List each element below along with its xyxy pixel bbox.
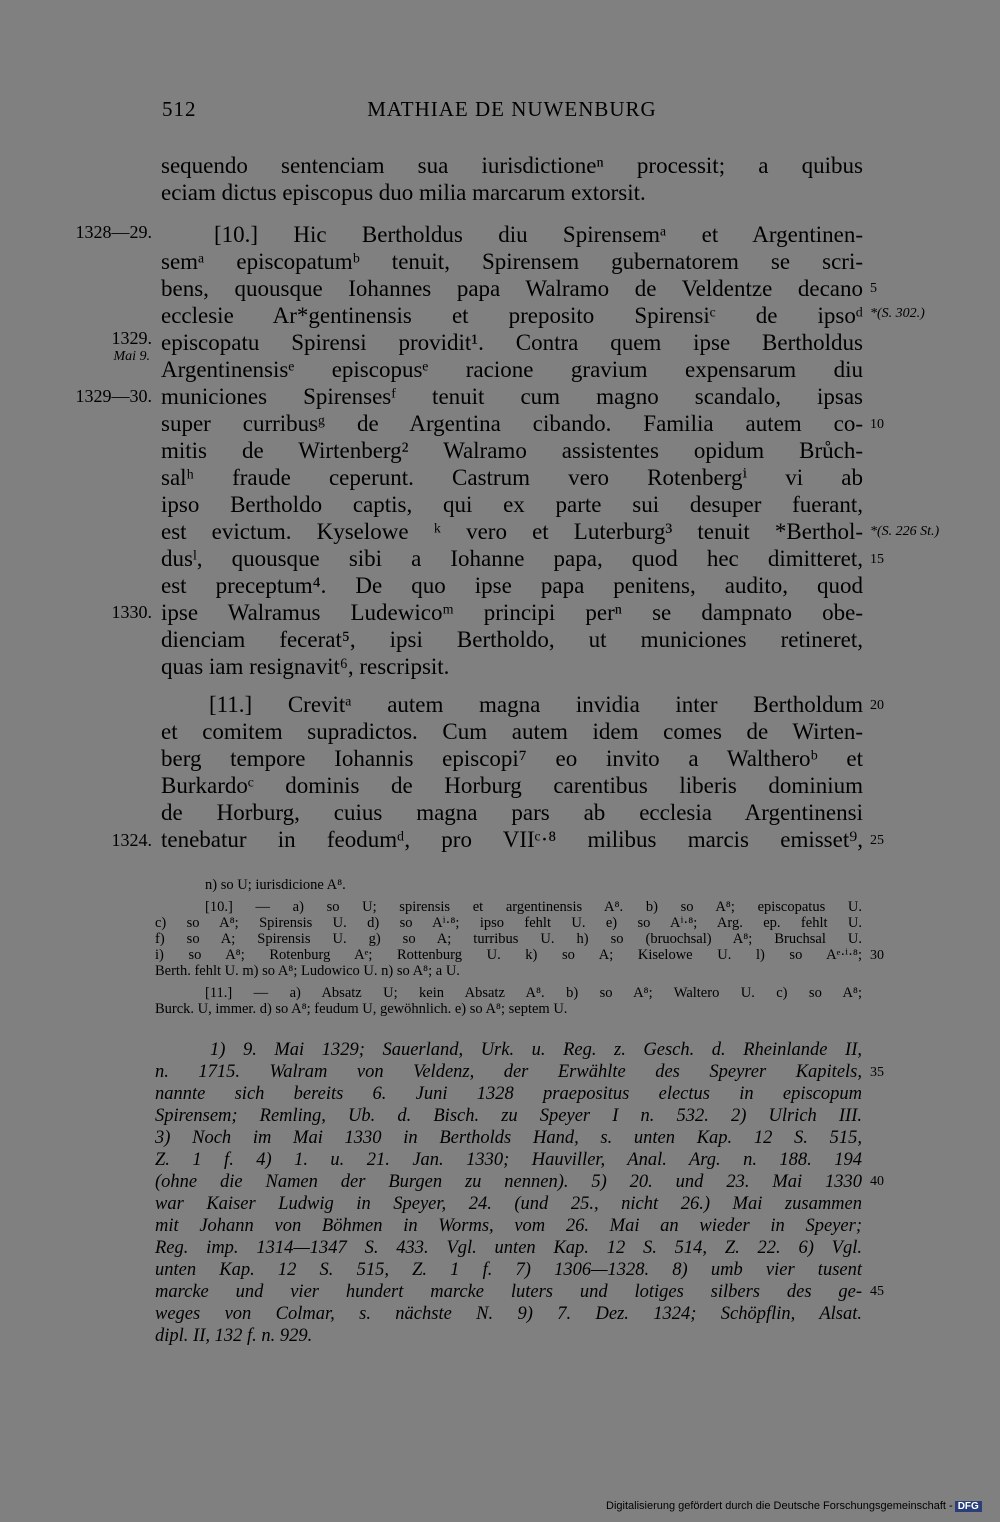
footnote-line: nannte sich bereits 6. Juni 1328 praepositus electus in episcopum — [155, 1084, 862, 1104]
margin-year: 1330. — [111, 602, 152, 622]
text-line: dienciam fecerat⁵, ipsi Bertholdo, ut municiones retineret, — [161, 627, 863, 652]
footnote-line: marcke und vier hundert marcke luters und lotiges silbers des ge- — [155, 1282, 862, 1302]
apparatus-line: [10.] — a) so U; spirensis et argentinensis A⁸. b) so A⁸; episcopatus U. — [205, 899, 862, 915]
text-line: Burkardoᶜ dominis de Horburg carentibus liberis dominium — [161, 773, 863, 798]
apparatus-line: i) so A⁸; Rotenburg Aᵉ; Rottenburg U. k) so A; Kiselowe U. l) so Aᵉ·ⁱ·⁸; — [155, 947, 862, 963]
text-line: berg tempore Iohannis episcopi⁷ eo invito a Waltheroᵇ et — [161, 746, 863, 771]
footnote-line: mit Johann von Böhmen in Worms, vom 26. Mai an wieder in Speyer; — [155, 1216, 862, 1236]
footnote-line: dipl. II, 132 f. n. 929. — [155, 1326, 313, 1346]
line-number: 35 — [870, 1065, 884, 1080]
line-number: 15 — [870, 552, 884, 567]
footnote-line: (ohne die Namen der Burgen zu nennen). 5) 20. und 23. Mai 1330 — [155, 1172, 862, 1192]
footnote-line: unten Kap. 12 S. 515, Z. 1 f. 7) 1306—1328. 8) umb vier tusent — [155, 1260, 862, 1280]
text-line: ipso Bertholdo captis, qui ex parte sui desuper fuerant, — [161, 492, 863, 517]
text-line: super curribusᵍ de Argentina cibando. Familia autem co- — [161, 411, 863, 436]
text-line: eciam dictus episcopus duo milia marcarum extorsit. — [161, 180, 646, 205]
text-line: [11.] Crevitᵃ autem magna invidia inter Bertholdum — [209, 692, 863, 717]
line-number: 10 — [870, 417, 884, 432]
text-line: tenebatur in feodumᵈ, pro VIIᶜ·⁸ milibus marcis emisset⁹, — [161, 827, 863, 852]
text-line: municiones Spirensesᶠ tenuit cum magno scandalo, ipsas — [161, 384, 863, 409]
footnote-line: n. 1715. Walram von Veldenz, der Erwählte des Speyrer Kapitels, — [155, 1062, 862, 1082]
apparatus-line: Burck. U, immer. d) so A⁸; feudum U, gewöhnlich. e) so A⁸; septem U. — [155, 1001, 568, 1017]
apparatus-line: n) so U; iurisdicione A⁸. — [205, 877, 346, 893]
margin-year: 1328—29. — [75, 222, 152, 242]
text-line: episcopatu Spirensi providit¹. Contra quem ipse Bertholdus — [161, 330, 863, 355]
footnote-line: weges von Colmar, s. nächste N. 9) 7. Dez. 1324; Schöpflin, Alsat. — [155, 1304, 862, 1324]
apparatus-line: Berth. fehlt U. m) so A⁸; Ludowico U. n) so A⁸; a U. — [155, 963, 460, 979]
margin-date: Mai 9. — [113, 349, 150, 364]
text-line: quas iam resignavit⁶, rescripsit. — [161, 654, 450, 679]
credit-text: Digitalisierung gefördert durch die Deutsche Forschungsgemeinschaft - — [606, 1500, 953, 1512]
text-line: mitis de Wirtenberg² Walramo assistentes opidum Brůch- — [161, 438, 863, 463]
line-number: 5 — [870, 281, 877, 296]
footnote-line: 3) Noch im Mai 1330 in Bertholds Hand, s. unten Kap. 12 S. 515, — [155, 1128, 862, 1148]
apparatus-line: [11.] — a) Absatz U; kein Absatz A⁸. b) so A⁸; Waltero U. c) so A⁸; — [205, 985, 862, 1001]
footnote-line: Spirensem; Remling, Ub. d. Bisch. zu Speyer I n. 532. 2) Ulrich III. — [155, 1106, 862, 1126]
apparatus-line: f) so A; Spirensis U. g) so A; turribus U. h) so (bruochsal) A⁸; Bruchsal U. — [155, 931, 862, 947]
footnote-line: Reg. imp. 1314—1347 S. 433. Vgl. unten Kap. 12 S. 514, Z. 22. 6) Vgl. — [155, 1238, 862, 1258]
text-line: salʰ fraude ceperunt. Castrum vero Rotenbergⁱ vi ab — [161, 465, 863, 490]
margin-year: 1329. — [111, 328, 152, 348]
line-number: 45 — [870, 1284, 884, 1299]
dfg-logo: DFG — [955, 1501, 982, 1512]
margin-year: 1329—30. — [75, 386, 152, 406]
digitization-credit — [606, 1500, 996, 1512]
footnote-line: war Kaiser Ludwig in Speyer, 24. (und 25., nicht 26.) Mai zusammen — [155, 1194, 862, 1214]
text-line: ecclesie Ar*gentinensis et preposito Spirensiᶜ de ipsoᵈ — [161, 303, 863, 328]
line-number: 25 — [870, 833, 884, 848]
line-number: 40 — [870, 1174, 884, 1189]
text-line: ipse Walramus Ludewicoᵐ principi perⁿ se dampnato obe- — [161, 600, 863, 625]
text-line: et comitem supradictos. Cum autem idem comes de Wirten- — [161, 719, 863, 744]
running-title: MATHIAE DE NUWENBURG — [367, 97, 657, 121]
text-line: dusˡ, quousque sibi a Iohanne papa, quod hec dimitteret, — [161, 546, 863, 571]
text-line: est evictum. Kyselowe ᵏ vero et Luterburg³ tenuit *Berthol- — [161, 519, 863, 544]
page-number: 512 — [162, 97, 197, 121]
line-number: 30 — [870, 948, 884, 963]
text-line: sequendo sentenciam sua iurisdictioneⁿ processit; a quibus — [161, 153, 863, 178]
page-header — [162, 97, 862, 129]
page-reference: *(S. 226 St.) — [870, 524, 940, 539]
margin-year: 1324. — [111, 830, 152, 850]
text-line: Argentinensisᵉ episcopusᵉ racione gravium expensarum diu — [161, 357, 863, 382]
footnote-line: 1) 9. Mai 1329; Sauerland, Urk. u. Reg. z. Gesch. d. Rheinlande II, — [210, 1040, 862, 1060]
footnote-line: Z. 1 f. 4) 1. u. 21. Jan. 1330; Hauviller, Anal. Arg. n. 188. 194 — [155, 1150, 862, 1170]
text-line: semᵃ episcopatumᵇ tenuit, Spirensem gubernatorem se scri- — [161, 249, 863, 274]
text-line: est preceptum⁴. De quo ipse papa penitens, audito, quod — [161, 573, 863, 598]
page-reference: *(S. 302.) — [870, 306, 925, 321]
text-line: [10.] Hic Bertholdus diu Spirensemᵃ et Argentinen- — [214, 222, 863, 247]
text-line: de Horburg, cuius magna pars ab ecclesia Argentinensi — [161, 800, 863, 825]
text-line: bens, quousque Iohannes papa Walramo de Veldentze decano — [161, 276, 863, 301]
apparatus-line: c) so A⁸; Spirensis U. d) so Aⁱ·⁸; ipso fehlt U. e) so Aⁱ·⁸; Arg. ep. fehlt U. — [155, 915, 862, 931]
line-number: 20 — [870, 698, 884, 713]
